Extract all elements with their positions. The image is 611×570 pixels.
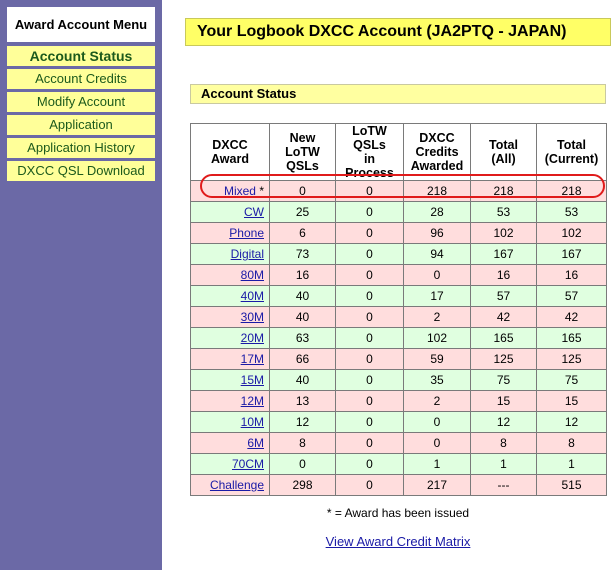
- award-cell: [191, 454, 270, 475]
- cell-in-process: 0: [336, 202, 404, 223]
- cell-total-all: 167: [471, 244, 537, 265]
- cell-total-current: 53: [537, 202, 607, 223]
- page-title: Your Logbook DXCC Account (JA2PTQ - JAPAN): [185, 18, 611, 46]
- table-row: [191, 223, 607, 244]
- table-row: [191, 265, 607, 286]
- cell-total-all: 165: [471, 328, 537, 349]
- cell-total-current: 125: [537, 349, 607, 370]
- table-row: [191, 370, 607, 391]
- column-header-total-current: Total (Current): [537, 124, 607, 181]
- award-link[interactable]: Challenge: [209, 478, 264, 492]
- cell-new: 63: [270, 328, 336, 349]
- cell-in-process: 0: [336, 244, 404, 265]
- cell-new: 8: [270, 433, 336, 454]
- cell-in-process: 0: [336, 223, 404, 244]
- award-cell: [191, 265, 270, 286]
- dxcc-status-table: [190, 123, 607, 496]
- cell-new: 73: [270, 244, 336, 265]
- cell-new: 66: [270, 349, 336, 370]
- award-cell: [191, 475, 270, 496]
- cell-total-all: 42: [471, 307, 537, 328]
- table-row: [191, 433, 607, 454]
- award-cell: [191, 244, 270, 265]
- cell-in-process: 0: [336, 391, 404, 412]
- cell-total-all: 1: [471, 454, 537, 475]
- award-cell: [191, 202, 270, 223]
- column-header-award: DXCC Award: [191, 124, 270, 181]
- cell-new: 16: [270, 265, 336, 286]
- cell-total-current: 8: [537, 433, 607, 454]
- cell-total-all: 12: [471, 412, 537, 433]
- award-link[interactable]: Digital: [230, 247, 264, 261]
- award-link[interactable]: 80M: [240, 268, 264, 282]
- cell-in-process: 0: [336, 349, 404, 370]
- cell-in-process: 0: [336, 433, 404, 454]
- cell-in-process: 0: [336, 328, 404, 349]
- section-title: Account Status: [190, 84, 606, 104]
- award-cell: [191, 286, 270, 307]
- cell-credits: 102: [404, 328, 471, 349]
- menu-item-application[interactable]: Application: [7, 115, 155, 135]
- cell-total-current: 57: [537, 286, 607, 307]
- cell-total-current: 1: [537, 454, 607, 475]
- cell-total-all: 125: [471, 349, 537, 370]
- column-header-credits-awarded: DXCC Credits Awarded: [404, 124, 471, 181]
- menu-item-application-history[interactable]: Application History: [7, 138, 155, 158]
- award-link[interactable]: CW: [244, 205, 264, 219]
- table-row: [191, 349, 607, 370]
- table-body: [191, 181, 607, 496]
- table-row: [191, 454, 607, 475]
- cell-total-current: 515: [537, 475, 607, 496]
- table-row: [191, 181, 607, 202]
- table-row: [191, 244, 607, 265]
- menu-title: Award Account Menu: [7, 7, 155, 42]
- menu-item-account-credits[interactable]: Account Credits: [7, 69, 155, 89]
- cell-total-all: 8: [471, 433, 537, 454]
- column-header-new-lotw: New LoTW QSLs: [270, 124, 336, 181]
- cell-credits: 2: [404, 391, 471, 412]
- cell-total-all: 16: [471, 265, 537, 286]
- cell-credits: 1: [404, 454, 471, 475]
- column-header-in-process: LoTW QSLs in Process: [336, 124, 404, 181]
- award-link[interactable]: 12M: [240, 394, 264, 408]
- cell-credits: 217: [404, 475, 471, 496]
- table-header-row: [191, 124, 607, 181]
- cell-in-process: 0: [336, 181, 404, 202]
- award-link[interactable]: 15M: [240, 373, 264, 387]
- award-cell: [191, 391, 270, 412]
- menu-item-dxcc-qsl-download[interactable]: DXCC QSL Download: [7, 161, 155, 181]
- cell-total-all: 75: [471, 370, 537, 391]
- award-link[interactable]: 70CM: [231, 457, 264, 471]
- award-cell: [191, 349, 270, 370]
- table-row: [191, 307, 607, 328]
- award-cell: [191, 181, 270, 202]
- cell-credits: 59: [404, 349, 471, 370]
- cell-new: 12: [270, 412, 336, 433]
- award-link[interactable]: 17M: [240, 352, 264, 366]
- table-row: [191, 202, 607, 223]
- cell-in-process: 0: [336, 370, 404, 391]
- menu-item-account-status[interactable]: Account Status: [7, 46, 155, 66]
- cell-in-process: 0: [336, 265, 404, 286]
- cell-credits: 35: [404, 370, 471, 391]
- cell-total-current: 167: [537, 244, 607, 265]
- cell-total-current: 102: [537, 223, 607, 244]
- cell-total-all: 102: [471, 223, 537, 244]
- table-row: [191, 412, 607, 433]
- footnote: * = Award has been issued: [326, 506, 470, 520]
- cell-new: 298: [270, 475, 336, 496]
- cell-credits: 28: [404, 202, 471, 223]
- award-cell: [191, 433, 270, 454]
- award-cell: [191, 328, 270, 349]
- cell-in-process: 0: [336, 412, 404, 433]
- cell-total-all: ---: [471, 475, 537, 496]
- award-link[interactable]: 6M: [247, 436, 264, 450]
- cell-total-all: 53: [471, 202, 537, 223]
- award-link[interactable]: 30M: [240, 310, 264, 324]
- sidebar: [0, 0, 162, 570]
- cell-total-all: 218: [471, 181, 537, 202]
- cell-new: 40: [270, 370, 336, 391]
- award-link[interactable]: Mixed: [223, 184, 256, 198]
- award-link[interactable]: 20M: [240, 331, 264, 345]
- cell-credits: 2: [404, 307, 471, 328]
- cell-credits: 17: [404, 286, 471, 307]
- cell-total-current: 218: [537, 181, 607, 202]
- cell-new: 40: [270, 307, 336, 328]
- award-link[interactable]: 10M: [240, 415, 264, 429]
- cell-total-current: 165: [537, 328, 607, 349]
- cell-in-process: 0: [336, 307, 404, 328]
- award-cell: [191, 223, 270, 244]
- cell-new: 0: [270, 181, 336, 202]
- cell-credits: 96: [404, 223, 471, 244]
- table-row: [191, 391, 607, 412]
- menu-item-modify-account[interactable]: Modify Account: [7, 92, 155, 112]
- cell-new: 6: [270, 223, 336, 244]
- cell-total-current: 15: [537, 391, 607, 412]
- cell-credits: 0: [404, 412, 471, 433]
- cell-credits: 0: [404, 265, 471, 286]
- award-cell: [191, 412, 270, 433]
- column-header-total-all: Total (All): [471, 124, 537, 181]
- cell-new: 13: [270, 391, 336, 412]
- cell-in-process: 0: [336, 475, 404, 496]
- cell-new: 40: [270, 286, 336, 307]
- award-cell: [191, 307, 270, 328]
- award-link[interactable]: 40M: [240, 289, 264, 303]
- cell-total-current: 75: [537, 370, 607, 391]
- table-row: [191, 475, 607, 496]
- cell-in-process: 0: [336, 286, 404, 307]
- issued-marker: *: [255, 184, 264, 198]
- cell-total-current: 12: [537, 412, 607, 433]
- award-cell: [191, 370, 270, 391]
- cell-total-current: 42: [537, 307, 607, 328]
- cell-new: 25: [270, 202, 336, 223]
- cell-credits: 94: [404, 244, 471, 265]
- award-link[interactable]: Phone: [229, 226, 264, 240]
- cell-total-all: 15: [471, 391, 537, 412]
- table-row: [191, 328, 607, 349]
- cell-total-all: 57: [471, 286, 537, 307]
- cell-credits: 0: [404, 433, 471, 454]
- cell-in-process: 0: [336, 454, 404, 475]
- view-award-credit-matrix-link[interactable]: View Award Credit Matrix: [325, 534, 471, 549]
- table-row: [191, 286, 607, 307]
- cell-total-current: 16: [537, 265, 607, 286]
- cell-credits: 218: [404, 181, 471, 202]
- cell-new: 0: [270, 454, 336, 475]
